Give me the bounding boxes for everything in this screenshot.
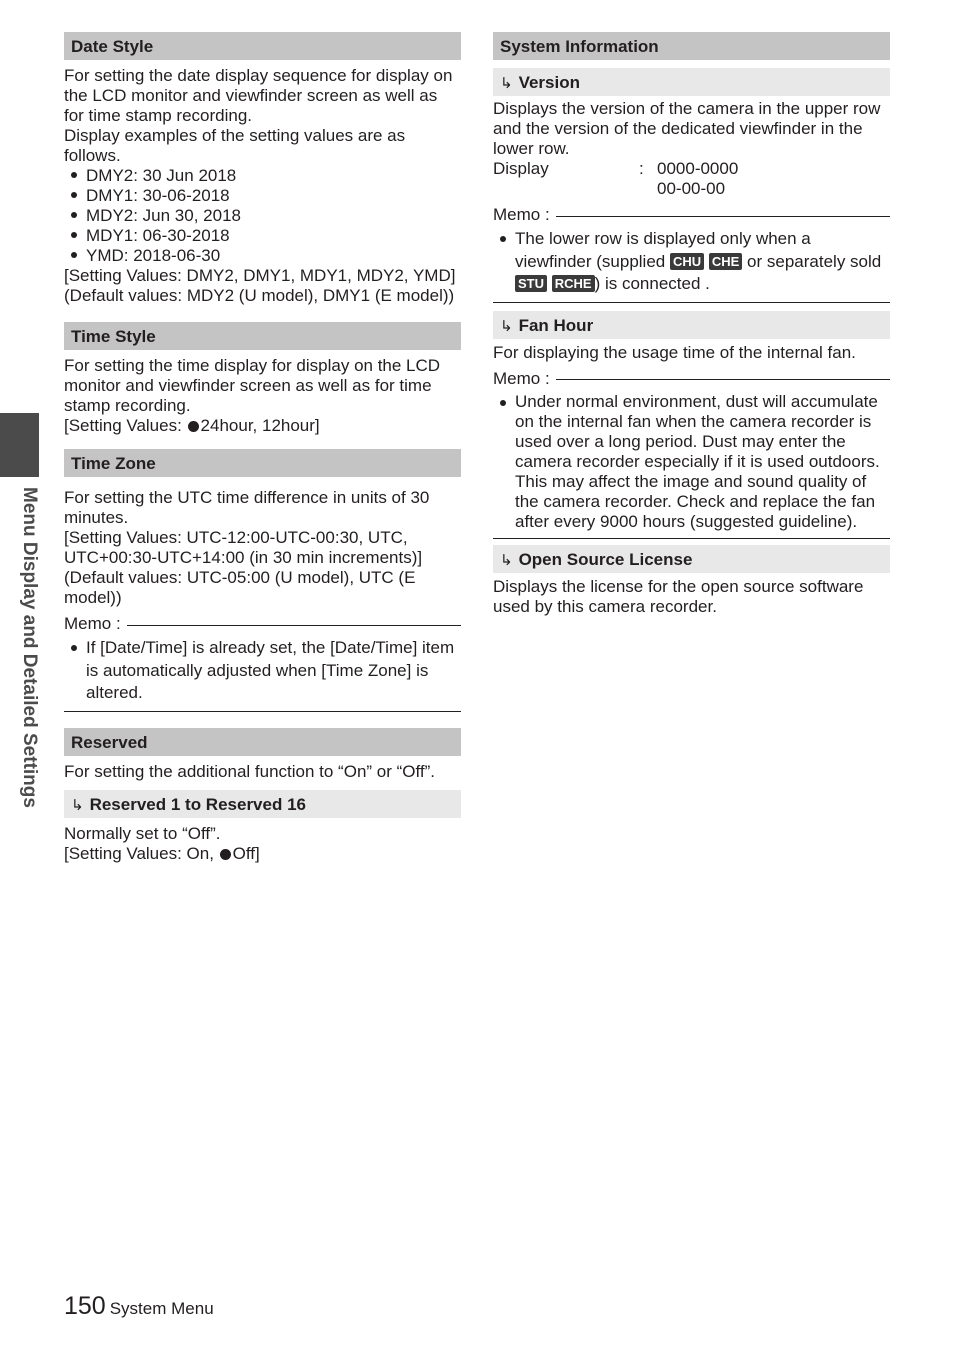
open-source-license-description: Displays the license for the open source software used by this camera recorder. bbox=[493, 576, 864, 616]
list-item: YMD: 2018-06-30 bbox=[64, 246, 461, 266]
display-colon: : bbox=[639, 159, 644, 178]
time-zone-default-values: (Default values: UTC-05:00 (U model), UTC (E model)) bbox=[64, 568, 416, 607]
default-marker-icon bbox=[220, 849, 231, 860]
fan-hour-heading: ↳ Fan Hour bbox=[493, 311, 890, 339]
date-style-section bbox=[64, 32, 461, 306]
date-style-examples-list bbox=[64, 166, 461, 266]
reserved-sub-setting-values: [Setting Values: On, Off] bbox=[64, 843, 260, 863]
time-zone-memo bbox=[64, 614, 461, 712]
fan-hour-memo bbox=[493, 369, 890, 539]
memo-item: The lower row is displayed only when a viewfinder (supplied CHU CHE or separately sold STU RCHE ) is connected . bbox=[493, 228, 890, 296]
version-heading: ↳ Version bbox=[493, 68, 890, 96]
return-arrow-icon: ↳ bbox=[500, 551, 513, 569]
system-information-section bbox=[493, 32, 890, 617]
left-column bbox=[64, 32, 461, 864]
list-item: MDY1: 06-30-2018 bbox=[64, 226, 461, 246]
time-style-description: For setting the time display for display on the LCD monitor and viewfinder screen as well as for time stamp recording. bbox=[64, 356, 441, 415]
return-arrow-icon: ↳ bbox=[500, 317, 513, 335]
time-style-heading: Time Style bbox=[64, 322, 461, 350]
date-style-heading: Date Style bbox=[64, 32, 461, 60]
badge-chu: CHU bbox=[670, 253, 704, 270]
list-item: DMY2: 30 Jun 2018 bbox=[64, 166, 461, 186]
time-zone-heading: Time Zone bbox=[64, 449, 461, 477]
time-zone-description: For setting the UTC time difference in units of 30 minutes. bbox=[64, 488, 430, 527]
reserved-section bbox=[64, 728, 461, 864]
reserved-heading: Reserved bbox=[64, 728, 461, 756]
version-display-row bbox=[493, 179, 890, 199]
time-zone-section bbox=[64, 449, 461, 712]
system-information-heading: System Information bbox=[493, 32, 890, 60]
reserved-sub-description: Normally set to “Off”. bbox=[64, 823, 221, 843]
date-style-setting-values: [Setting Values: DMY2, DMY1, MDY1, MDY2, YMD] bbox=[64, 266, 456, 285]
time-style-setting-values: [Setting Values: 24hour, 12hour] bbox=[64, 416, 320, 435]
page-footer bbox=[64, 1292, 214, 1321]
version-display-row bbox=[493, 159, 890, 179]
display-lower: 00-00-00 bbox=[657, 179, 726, 198]
default-marker-icon bbox=[188, 421, 199, 432]
memo-rule bbox=[556, 216, 890, 217]
list-item: DMY1: 30-06-2018 bbox=[64, 186, 461, 206]
date-style-description: For setting the date display sequence for display on the LCD monitor and viewfinder screen as well as for time stamp recording. bbox=[64, 66, 453, 125]
reserved-sub-heading: ↳ Reserved 1 to Reserved 16 bbox=[64, 790, 461, 818]
fan-hour-description: For displaying the usage time of the internal fan. bbox=[493, 342, 856, 362]
display-upper: 0000-0000 bbox=[657, 159, 739, 178]
badge-rche: RCHE bbox=[552, 275, 595, 292]
version-description: Displays the version of the camera in the upper row and the version of the dedicated viewfinder in the lower row. bbox=[493, 99, 881, 158]
display-label: Display bbox=[493, 159, 549, 178]
reserved-description: For setting the additional function to “On” or “Off”. bbox=[64, 761, 436, 781]
return-arrow-icon: ↳ bbox=[71, 796, 84, 814]
memo-label: Memo : bbox=[493, 368, 550, 388]
memo-rule bbox=[556, 379, 890, 380]
badge-che: CHE bbox=[709, 253, 742, 270]
right-column bbox=[493, 32, 890, 617]
return-arrow-icon: ↳ bbox=[500, 75, 513, 92]
memo-item: Under normal environment, dust will accumulate on the internal fan when the camera recorder is used over a long period. Dust may enter the camera recorder especially if it is used outdoors. This may affect the image and sound quality of the camera recorder. Check and replace the fan after every 9000 hours (suggested guideline). bbox=[493, 392, 890, 532]
time-style-section bbox=[64, 322, 461, 436]
memo-label: Memo : bbox=[493, 205, 550, 224]
version-memo bbox=[493, 205, 890, 303]
memo-label: Memo : bbox=[64, 614, 121, 633]
side-tab-marker bbox=[0, 413, 39, 477]
date-style-default-values: (Default values: MDY2 (U model), DMY1 (E model)) bbox=[64, 286, 455, 305]
badge-stu: STU bbox=[515, 275, 547, 292]
date-style-examples-intro: Display examples of the setting values are as follows. bbox=[64, 126, 406, 165]
memo-item: If [Date/Time] is already set, the [Date/Time] item is automatically adjusted when [Time Zone] is altered. bbox=[64, 637, 461, 705]
list-item: MDY2: Jun 30, 2018 bbox=[64, 206, 461, 226]
open-source-license-heading: ↳ Open Source License bbox=[493, 545, 890, 573]
side-tab-label: Menu Display and Detailed Settings bbox=[19, 487, 40, 808]
memo-rule bbox=[127, 625, 461, 626]
time-zone-setting-values: [Setting Values: UTC-12:00-UTC-00:30, UTC, UTC+00:30-UTC+14:00 (in 30 min increments)] bbox=[64, 528, 423, 567]
footer-section-name: System Menu bbox=[109, 1299, 214, 1318]
page-number: 150 bbox=[64, 1292, 106, 1320]
